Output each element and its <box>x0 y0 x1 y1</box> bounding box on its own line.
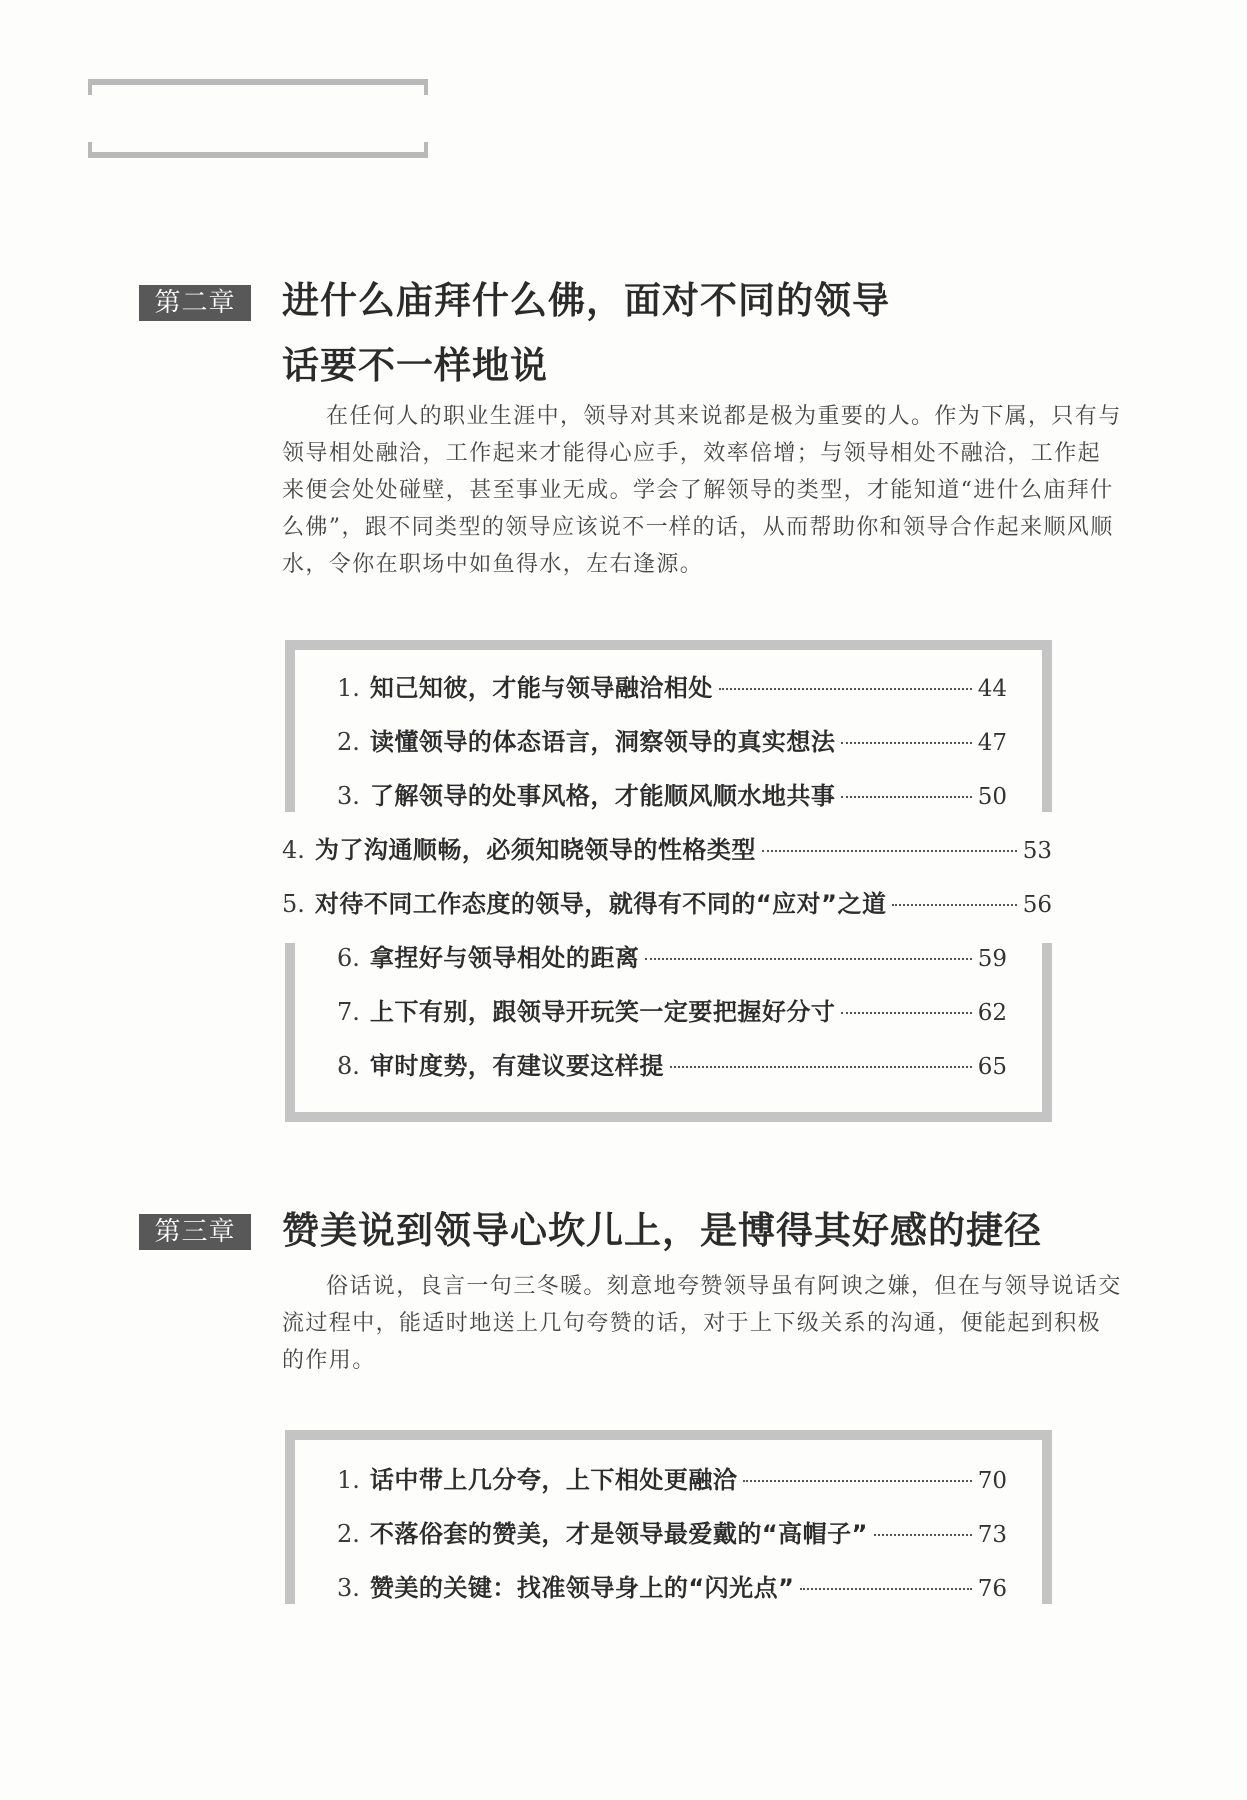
toc-entry[interactable] <box>337 992 1007 1032</box>
toc-leader-dots <box>892 904 1016 906</box>
toc-entry-number: 3. <box>337 1574 360 1602</box>
toc-entry[interactable] <box>282 884 1052 924</box>
toc-entry-number: 8. <box>337 1052 360 1080</box>
frame-top-bar <box>285 1430 1052 1440</box>
toc-entry-title: 拿捏好与领导相处的距离 <box>369 944 640 972</box>
toc-entry-number: 6. <box>337 944 360 972</box>
toc-leader-dots <box>874 1534 972 1536</box>
toc-leader-dots <box>841 742 971 744</box>
toc-entry-page: 59 <box>977 946 1007 972</box>
chapter-3-badge: 第三章 <box>139 1214 251 1250</box>
corner-bracket-bottom <box>88 142 428 158</box>
toc-leader-dots <box>645 958 971 960</box>
toc-entry-page: 56 <box>1022 892 1052 918</box>
toc-leader-dots <box>670 1066 972 1068</box>
toc-entry[interactable] <box>337 938 1007 978</box>
chapter-2-badge: 第二章 <box>139 285 251 321</box>
corner-bracket-top <box>88 79 428 95</box>
toc-entry[interactable] <box>337 1460 1007 1500</box>
toc-entry[interactable] <box>282 830 1052 870</box>
toc-leader-dots <box>800 1588 971 1590</box>
toc-entry-title: 上下有别，跟领导开玩笑一定要把握好分寸 <box>369 998 836 1026</box>
toc-entry-title: 赞美的关键：找准领导身上的“闪光点” <box>369 1574 795 1602</box>
toc-entry-number: 3. <box>337 782 360 810</box>
toc-entry-number: 5. <box>282 890 305 918</box>
toc-entry-title: 审时度势，有建议要这样提 <box>369 1052 664 1080</box>
frame-right-upper <box>1042 640 1052 812</box>
toc-leader-dots <box>762 850 1017 852</box>
toc-entry-title: 了解领导的处事风格，才能顺风顺水地共事 <box>369 782 836 810</box>
toc-entry-title: 读懂领导的体态语言，洞察领导的真实想法 <box>369 728 836 756</box>
frame-left-side <box>285 1430 295 1604</box>
toc-entry-page: 65 <box>977 1054 1007 1080</box>
toc-entry[interactable] <box>337 1046 1007 1086</box>
toc-entry[interactable] <box>337 1568 1007 1608</box>
toc-leader-dots <box>841 1012 971 1014</box>
toc-entry-number: 7. <box>337 998 360 1026</box>
frame-top-bar <box>285 640 1052 650</box>
toc-entry[interactable] <box>337 1514 1007 1554</box>
toc-entry-page: 73 <box>977 1522 1007 1548</box>
toc-leader-dots <box>719 688 972 690</box>
toc-entry-page: 76 <box>977 1576 1007 1602</box>
toc-entry[interactable] <box>337 722 1007 762</box>
toc-entry-page: 53 <box>1022 838 1052 864</box>
chapter-3-intro: 俗话说，良言一句三冬暖。刻意地夸赞领导虽有阿谀之嫌，但在与领导说话交流过程中，能适时地送上几句夸赞的话，对于上下级关系的沟通，便能起到积极的作用。 <box>282 1274 1122 1373</box>
toc-entry-page: 70 <box>977 1468 1007 1494</box>
toc-entry-number: 1. <box>337 674 360 702</box>
toc-entry-page: 44 <box>977 676 1007 702</box>
toc-entry-title: 不落俗套的赞美，才是领导最爱戴的“高帽子” <box>369 1520 868 1548</box>
chapter-2-title-line1: 进什么庙拜什么佛，面对不同的领导 <box>282 279 890 322</box>
toc-entry[interactable] <box>337 668 1007 708</box>
chapter-2-title-line2: 话要不一样地说 <box>282 344 548 387</box>
toc-entry-number: 2. <box>337 728 360 756</box>
toc-entry-title: 知己知彼，才能与领导融洽相处 <box>369 674 713 702</box>
frame-right-lower <box>1042 943 1052 1122</box>
toc-entry-title: 为了沟通顺畅，必须知晓领导的性格类型 <box>314 836 756 864</box>
frame-right-side <box>1042 1430 1052 1604</box>
toc-entry[interactable] <box>337 776 1007 816</box>
toc-entry-page: 50 <box>977 784 1007 810</box>
frame-left-lower <box>285 943 295 1122</box>
toc-entry-number: 4. <box>282 836 305 864</box>
toc-entry-page: 62 <box>977 1000 1007 1026</box>
toc-entry-number: 2. <box>337 1520 360 1548</box>
frame-bottom-bar <box>285 1112 1052 1122</box>
toc-leader-dots <box>743 1480 971 1482</box>
toc-entry-title: 话中带上几分夸，上下相处更融洽 <box>369 1466 738 1494</box>
frame-left-upper <box>285 640 295 812</box>
toc-leader-dots <box>841 796 971 798</box>
chapter-3-title: 赞美说到领导心坎儿上，是博得其好感的捷径 <box>282 1209 1042 1252</box>
chapter-2-intro: 在任何人的职业生涯中，领导对其来说都是极为重要的人。作为下属，只有与领导相处融洽，工作起来才能得心应手，效率倍增；与领导相处不融洽，工作起来便会处处碰壁，甚至事业无成。学会了解领导的类型，才能知道“进什么庙拜什么佛”，跟不同类型的领导应该说不一样的话，从而帮助你和领导合作起来顺风顺水，令你在职场中如鱼得水，左右逢源。 <box>282 404 1122 577</box>
toc-entry-title: 对待不同工作态度的领导，就得有不同的“应对”之道 <box>314 890 887 918</box>
toc-entry-number: 1. <box>337 1466 360 1494</box>
toc-entry-page: 47 <box>977 730 1007 756</box>
